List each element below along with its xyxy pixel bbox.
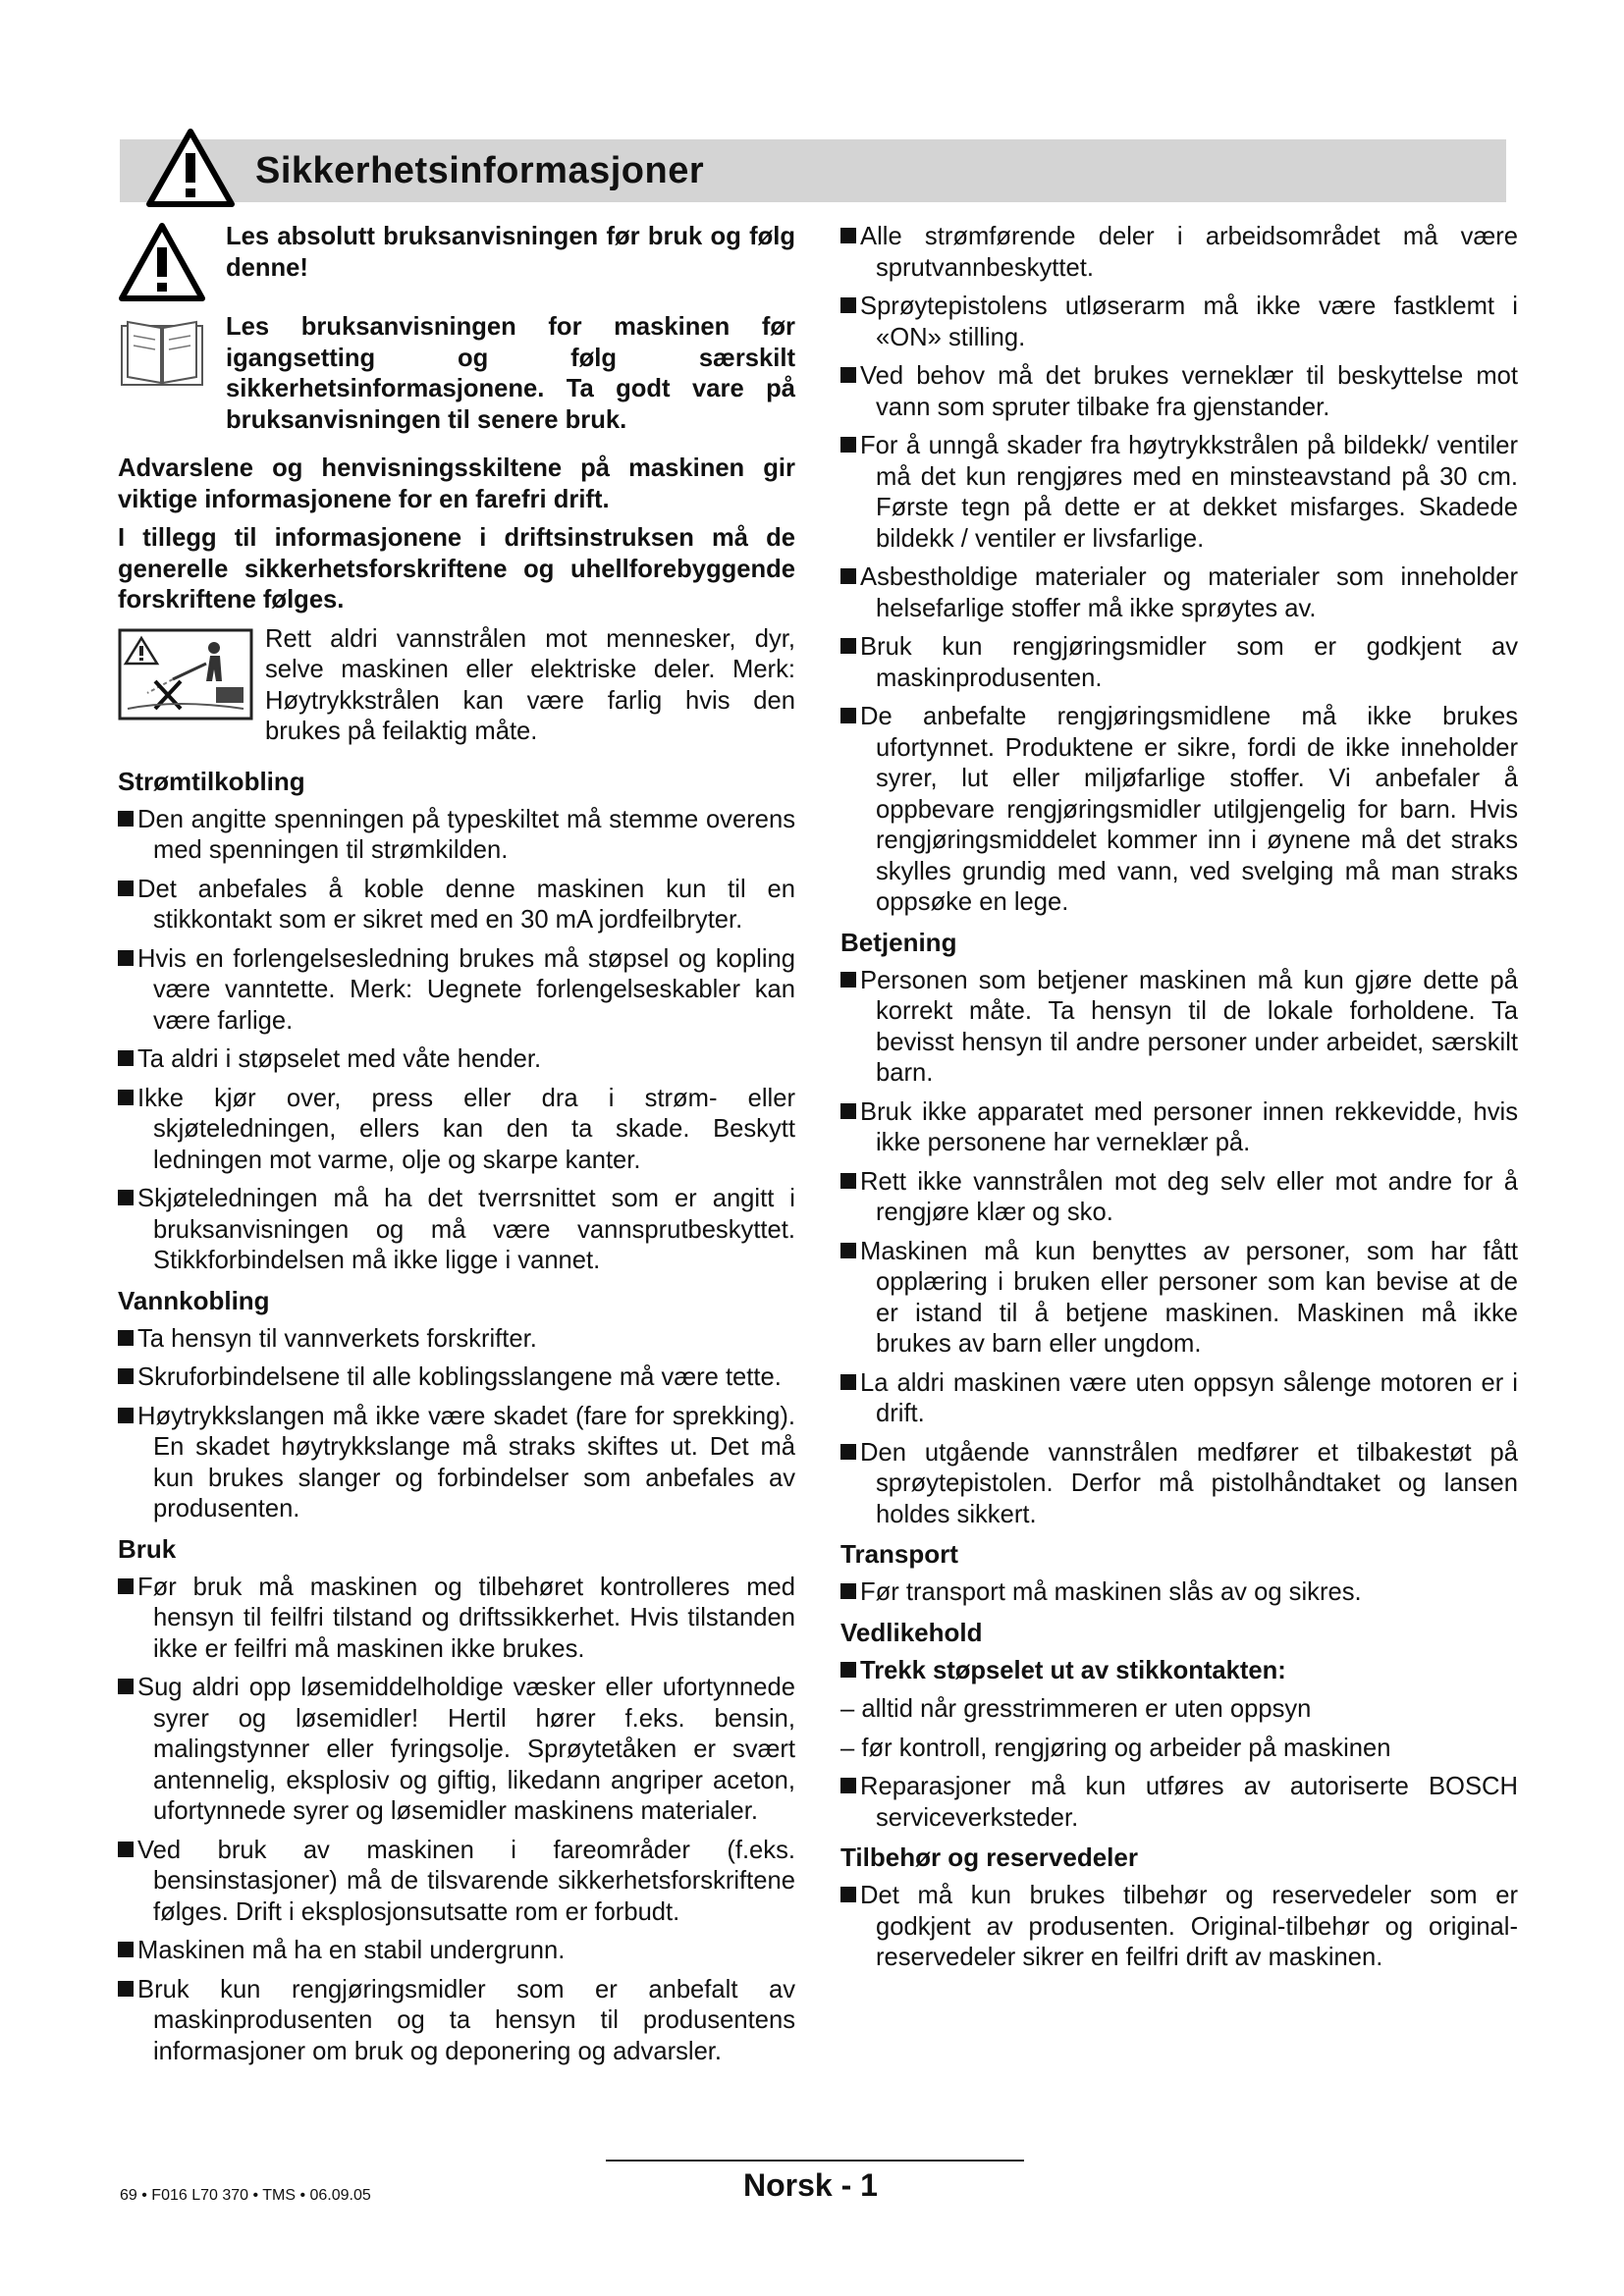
right-column xyxy=(840,222,1518,1982)
bullet-square-icon xyxy=(118,950,134,966)
bullet-square-icon xyxy=(840,972,856,988)
bullet-square-icon xyxy=(840,1173,856,1189)
intro-read-manual xyxy=(118,222,795,302)
footer-divider xyxy=(606,2160,1024,2162)
water-jet-warning xyxy=(118,624,795,756)
intro-text-1: Les absolutt bruksanvisningen før bruk og følg denne! xyxy=(226,223,795,282)
bullet-square-icon xyxy=(118,811,134,827)
section-title-maintenance: Vedlikehold xyxy=(840,1617,983,1647)
warning-triangle-icon xyxy=(118,222,206,302)
water-jet-warning-text: Rett aldri vannstrålen mot mennesker, dyr, selve maskinen eller elektriske deler. Merk: Høytrykkstrålen kan være farlig hvis den brukes på feilaktig måte. xyxy=(265,624,795,745)
bullet-square-icon xyxy=(840,638,856,654)
water-jet-warning-pictogram-icon xyxy=(118,624,255,722)
section-title-accessories: Tilbehør og reservedeler xyxy=(840,1842,1138,1872)
list-item: Ved bruk av maskinen i fareområder (f.eks. bensinstasjoner) må de tilsvarende sikkerhetsforskriftene følges. Drift i eksplosjonsutsatte rom er forbudt. xyxy=(118,1836,795,1929)
bullet-square-icon xyxy=(840,568,856,584)
list-item: Sug aldri opp løsemiddelholdige væsker eller ufortynnede syrer og løsemidler! Hertil hører f.eks. bensin, malingstynner eller fyringsolje. Sprøytetåken er svært antennelig, eksplosiv og giftig, likedann angriper aceton, ufortynnede syrer og løsemidler maskinens materialer. xyxy=(118,1673,795,1828)
bullet-square-icon xyxy=(840,1243,856,1258)
list-item: Bruk kun rengjøringsmidler som er anbefalt av maskinprodusenten og ta hensyn til produsentens informasjoner om bruk og deponering og advarsler. xyxy=(118,1975,795,2068)
footer-document-code: 69 • F016 L70 370 • TMS • 06.09.05 xyxy=(120,2187,371,2204)
list-item: Personen som betjener maskinen må kun gjøre dette på korrekt måte. Ta hensyn til de lokale forholdene. Ta bevisst hensyn til andre personer under arbeidet, særskilt barn. xyxy=(840,966,1518,1090)
list-item: Asbestholdige materialer og materialer som inneholder helsefarlige stoffer må ikke sprøytes av. xyxy=(840,562,1518,624)
list-item: Maskinen må kun benyttes av personer, som har fått opplæring i bruken eller personer som kan bevise at de er istand til å betjene maskinen. Maskinen må ikke brukes av barn eller ungdom. xyxy=(840,1237,1518,1361)
para-regulations: I tillegg til informasjonene i driftsinstruksen må de generelle sikkerhetsforskriftene og uhellforebyggende forskriftene følges. xyxy=(118,524,795,614)
left-column xyxy=(118,222,795,2075)
list-item: Trekk støpselet ut av stikkontakten: xyxy=(840,1656,1518,1687)
list-item: Det anbefales å koble denne maskinen kun til en stikkontakt som er sikret med en 30 mA jordfeilbryter. xyxy=(118,875,795,936)
bullet-square-icon xyxy=(840,228,856,243)
list-item: Ikke kjør over, press eller dra i strøm- eller skjøteledningen, ellers kan den ta skade. Beskytt ledningen mot varme, olje og skarpe kanter. xyxy=(118,1084,795,1177)
section-title-power: Strømtilkobling xyxy=(118,766,305,796)
list-item: Den angitte spenningen på typeskiltet må stemme overens med spenningen til strømkilden. xyxy=(118,805,795,867)
list-item: Skjøteledningen må ha det tverrsnittet som er angitt i bruksanvisningen og må være vannsprutbeskyttet. Stikkforbindelsen må ikke ligge i vannet. xyxy=(118,1184,795,1277)
bullet-square-icon xyxy=(118,1368,134,1384)
bullet-square-icon xyxy=(840,367,856,383)
bullet-square-icon xyxy=(118,1090,134,1105)
section-title-operation: Betjening xyxy=(840,927,957,957)
dash-item: – alltid når gresstrimmeren er uten oppsyn xyxy=(840,1695,1312,1723)
intro-text-2: Les bruksanvisningen for maskinen før igangsetting og følg særskilt sikkerhetsinformasjonene. Ta godt vare på bruksanvisningen til senere bruk. xyxy=(226,313,795,434)
bullet-square-icon xyxy=(840,1583,856,1599)
list-item: Rett ikke vannstrålen mot deg selv eller mot andre for å rengjøre klær og sko. xyxy=(840,1167,1518,1229)
list-item: De anbefalte rengjøringsmidlene må ikke brukes ufortynnet. Produktene er sikre, fordi de ikke inneholder syrer, lut eller miljøfarlige stoffer. Vi anbefaler å oppbevare rengjøringsmidler utilgjengelig for barn. Hvis rengjøringsmiddelet kommer inn i øynene må det straks skylles grundig med vann, ved svelging må man straks oppsøke en lege. xyxy=(840,702,1518,919)
bullet-square-icon xyxy=(118,881,134,896)
list-item: Bruk ikke apparatet med personer innen rekkevidde, hvis ikke personene har verneklær på. xyxy=(840,1097,1518,1159)
bullet-square-icon xyxy=(840,708,856,723)
section-header xyxy=(120,139,1506,202)
bullet-square-icon xyxy=(118,1842,134,1857)
list-item: Det må kun brukes tilbehør og reservedeler som er godkjent av produsenten. Original-tilbehør og original-reservedeler sikrer en feilfri drift av maskinen. xyxy=(840,1881,1518,1974)
section-title-use: Bruk xyxy=(118,1533,177,1564)
list-item: Reparasjoner må kun utføres av autoriserte BOSCH serviceverksteder. xyxy=(840,1772,1518,1834)
bullet-square-icon xyxy=(118,1578,134,1594)
list-item: Ta aldri i støpselet med våte hender. xyxy=(118,1044,795,1076)
bullet-square-icon xyxy=(840,1662,856,1678)
bullet-square-icon xyxy=(840,1444,856,1460)
list-item: La aldri maskinen være uten oppsyn sålenge motoren er i drift. xyxy=(840,1368,1518,1430)
list-item: Ta hensyn til vannverkets forskrifter. xyxy=(118,1324,795,1356)
list-item: Bruk kun rengjøringsmidler som er godkjent av maskinprodusenten. xyxy=(840,632,1518,694)
bullet-square-icon xyxy=(840,1103,856,1119)
list-item: Hvis en forlengelsesledning brukes må støpsel og kopling være vanntette. Merk: Uegnete forlengelseskabler kan være farlige. xyxy=(118,944,795,1038)
bullet-square-icon xyxy=(118,1942,134,1957)
list-item: Høytrykkslangen må ikke være skadet (fare for sprekking). En skadet høytrykkslange må straks skiftes ut. Det må kun brukes slanger og forbindelser som anbefales av produsenten. xyxy=(118,1402,795,1525)
list-item: Maskinen må ha en stabil undergrunn. xyxy=(118,1936,795,1967)
bullet-square-icon xyxy=(840,297,856,313)
warning-triangle-icon xyxy=(145,128,236,208)
list-item: Alle strømførende deler i arbeidsområdet må være sprutvannbeskyttet. xyxy=(840,222,1518,284)
bullet-square-icon xyxy=(840,1778,856,1793)
bullet-square-icon xyxy=(118,1981,134,1997)
list-item: For å unngå skader fra høytrykkstrålen på bildekk/ ventiler må det kun rengjøres med en minsteavstand på 30 cm. Første tegn på dette er at dekket misfarges. Skadede bildekk / ventiler er livsfarlige. xyxy=(840,431,1518,555)
bullet-square-icon xyxy=(118,1679,134,1694)
para-warnings: Advarslene og henvisningsskiltene på maskinen gir viktige informasjonene for en farefri drift. xyxy=(118,454,795,513)
bullet-square-icon xyxy=(118,1190,134,1205)
list-item: Før bruk må maskinen og tilbehøret kontrolleres med hensyn til feilfri tilstand og driftssikkerhet. Hvis tilstanden ikke er feilfri må maskinen ikke brukes. xyxy=(118,1573,795,1666)
intro-read-instructions xyxy=(118,312,795,444)
page-number: Norsk - 1 xyxy=(743,2167,878,2203)
bullet-square-icon xyxy=(840,1887,856,1902)
list-item: Den utgående vannstrålen medfører et tilbakestøt på sprøytepistolen. Derfor må pistolhåndtaket og lansen holdes sikkert. xyxy=(840,1438,1518,1531)
list-item: Sprøytepistolens utløserarm må ikke være fastklemt i «ON» stilling. xyxy=(840,292,1518,353)
section-title-water: Vannkobling xyxy=(118,1285,270,1315)
book-icon xyxy=(118,312,206,391)
bullet-square-icon xyxy=(118,1330,134,1346)
bullet-square-icon xyxy=(118,1050,134,1066)
bullet-square-icon xyxy=(118,1408,134,1423)
list-item: Ved behov må det brukes verneklær til beskyttelse mot vann som spruter tilbake fra gjenstander. xyxy=(840,361,1518,423)
section-title-transport: Transport xyxy=(840,1539,958,1569)
page-title: Sikkerhetsinformasjoner xyxy=(255,150,705,191)
list-item: Før transport må maskinen slås av og sikres. xyxy=(840,1577,1518,1609)
dash-item: – før kontroll, rengjøring og arbeider på maskinen xyxy=(840,1734,1391,1762)
bullet-square-icon xyxy=(840,1374,856,1390)
list-item: Skruforbindelsene til alle koblingsslangene må være tette. xyxy=(118,1362,795,1394)
bullet-square-icon xyxy=(840,437,856,453)
